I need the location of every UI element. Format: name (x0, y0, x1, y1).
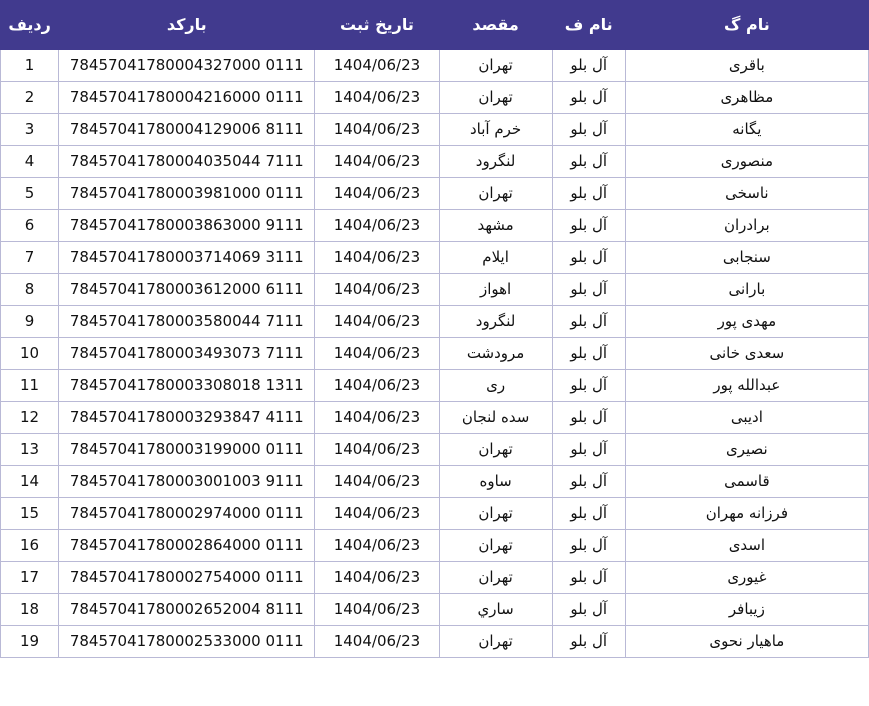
cell-barcode: 78457041780002533000 0111 (59, 626, 315, 658)
cell-barcode: 78457041780003612000 6111 (59, 274, 315, 306)
cell-date: 1404/06/23 (315, 434, 439, 466)
column-header-destination: مقصد (439, 1, 552, 50)
cell-barcode: 78457041780003714069 3111 (59, 242, 315, 274)
table-row (1, 178, 869, 210)
cell-name-g: بارانی (625, 274, 868, 306)
cell-name-f: آل بلو (552, 82, 625, 114)
cell-name-g: سنجابی (625, 242, 868, 274)
table-row (1, 338, 869, 370)
cell-name-f: آل بلو (552, 242, 625, 274)
cell-date: 1404/06/23 (315, 338, 439, 370)
cell-date: 1404/06/23 (315, 242, 439, 274)
cell-name-f: آل بلو (552, 50, 625, 82)
cell-name-f: آل بلو (552, 594, 625, 626)
cell-destination: تهران (439, 434, 552, 466)
cell-date: 1404/06/23 (315, 402, 439, 434)
cell-destination: ساري (439, 594, 552, 626)
table-row (1, 370, 869, 402)
cell-barcode: 78457041780002754000 0111 (59, 562, 315, 594)
cell-name-g: غیوری (625, 562, 868, 594)
cell-name-f: آل بلو (552, 210, 625, 242)
cell-name-f: آل بلو (552, 114, 625, 146)
cell-date: 1404/06/23 (315, 626, 439, 658)
cell-name-g: یگانه (625, 114, 868, 146)
cell-date: 1404/06/23 (315, 498, 439, 530)
table-row (1, 594, 869, 626)
cell-row-number: 12 (1, 402, 59, 434)
cell-barcode: 78457041780003981000 0111 (59, 178, 315, 210)
cell-destination: لنگرود (439, 146, 552, 178)
cell-name-f: آل بلو (552, 434, 625, 466)
cell-destination: اهواز (439, 274, 552, 306)
cell-row-number: 9 (1, 306, 59, 338)
cell-name-f: آل بلو (552, 370, 625, 402)
cell-name-g: نصیری (625, 434, 868, 466)
cell-row-number: 1 (1, 50, 59, 82)
cell-date: 1404/06/23 (315, 306, 439, 338)
cell-destination: تهران (439, 562, 552, 594)
cell-destination: لنگرود (439, 306, 552, 338)
column-header-row: ردیف (1, 1, 59, 50)
cell-name-g: مهدی پور (625, 306, 868, 338)
cell-name-f: آل بلو (552, 274, 625, 306)
cell-date: 1404/06/23 (315, 50, 439, 82)
cell-barcode: 78457041780003493073 7111 (59, 338, 315, 370)
cell-destination: تهران (439, 178, 552, 210)
cell-name-f: آل بلو (552, 530, 625, 562)
cell-row-number: 4 (1, 146, 59, 178)
cell-name-f: آل بلو (552, 146, 625, 178)
cell-name-g: زیبافر (625, 594, 868, 626)
cell-row-number: 19 (1, 626, 59, 658)
cell-date: 1404/06/23 (315, 82, 439, 114)
cell-date: 1404/06/23 (315, 594, 439, 626)
cell-row-number: 11 (1, 370, 59, 402)
column-header-name-f: نام ف (552, 1, 625, 50)
cell-name-f: آل بلو (552, 466, 625, 498)
cell-date: 1404/06/23 (315, 146, 439, 178)
cell-name-g: باقری (625, 50, 868, 82)
table-row (1, 402, 869, 434)
cell-date: 1404/06/23 (315, 530, 439, 562)
cell-row-number: 5 (1, 178, 59, 210)
cell-row-number: 10 (1, 338, 59, 370)
cell-row-number: 15 (1, 498, 59, 530)
cell-name-f: آل بلو (552, 498, 625, 530)
cell-destination: ساوه (439, 466, 552, 498)
cell-name-g: ماهیار نحوی (625, 626, 868, 658)
cell-barcode: 78457041780003199000 0111 (59, 434, 315, 466)
cell-row-number: 2 (1, 82, 59, 114)
cell-name-f: آل بلو (552, 562, 625, 594)
cell-row-number: 3 (1, 114, 59, 146)
cell-row-number: 18 (1, 594, 59, 626)
table-row (1, 626, 869, 658)
table-header-row (1, 1, 869, 50)
table-row (1, 114, 869, 146)
cell-destination: ری (439, 370, 552, 402)
cell-row-number: 6 (1, 210, 59, 242)
cell-barcode: 78457041780003863000 9111 (59, 210, 315, 242)
table-row (1, 466, 869, 498)
cell-barcode: 78457041780004216000 0111 (59, 82, 315, 114)
cell-destination: سده لنجان (439, 402, 552, 434)
cell-date: 1404/06/23 (315, 178, 439, 210)
cell-date: 1404/06/23 (315, 466, 439, 498)
cell-barcode: 78457041780003308018 1311 (59, 370, 315, 402)
table-row (1, 82, 869, 114)
cell-name-f: آل بلو (552, 178, 625, 210)
cell-row-number: 7 (1, 242, 59, 274)
table-row (1, 242, 869, 274)
cell-barcode: 78457041780004327000 0111 (59, 50, 315, 82)
cell-name-g: سعدی خانی (625, 338, 868, 370)
cell-barcode: 78457041780002864000 0111 (59, 530, 315, 562)
column-header-date: تاریخ ثبت (315, 1, 439, 50)
table-row (1, 50, 869, 82)
cell-destination: مشهد (439, 210, 552, 242)
table-row (1, 434, 869, 466)
table-body (1, 50, 869, 658)
cell-date: 1404/06/23 (315, 210, 439, 242)
cell-barcode: 78457041780003001003 9111 (59, 466, 315, 498)
cell-name-g: فرزانه مهران (625, 498, 868, 530)
cell-barcode: 78457041780003293847 4111 (59, 402, 315, 434)
cell-date: 1404/06/23 (315, 114, 439, 146)
cell-name-g: قاسمی (625, 466, 868, 498)
table-row (1, 146, 869, 178)
cell-barcode: 78457041780002974000 0111 (59, 498, 315, 530)
cell-destination: مرودشت (439, 338, 552, 370)
cell-name-g: ناسخی (625, 178, 868, 210)
cell-row-number: 16 (1, 530, 59, 562)
table-header (1, 1, 869, 50)
cell-barcode: 78457041780004035044 7111 (59, 146, 315, 178)
cell-barcode: 78457041780004129006 8111 (59, 114, 315, 146)
cell-destination: تهران (439, 530, 552, 562)
cell-name-f: آل بلو (552, 338, 625, 370)
cell-name-g: برادران (625, 210, 868, 242)
cell-row-number: 8 (1, 274, 59, 306)
table-row (1, 498, 869, 530)
cell-name-g: منصوری (625, 146, 868, 178)
cell-name-f: آل بلو (552, 402, 625, 434)
table-row (1, 562, 869, 594)
column-header-name-g: نام گ (625, 1, 868, 50)
cell-destination: خرم آباد (439, 114, 552, 146)
cell-name-f: آل بلو (552, 626, 625, 658)
table-row (1, 530, 869, 562)
cell-destination: تهران (439, 498, 552, 530)
cell-name-g: مظاهری (625, 82, 868, 114)
cell-row-number: 17 (1, 562, 59, 594)
cell-name-g: عبدالله پور (625, 370, 868, 402)
cell-destination: تهران (439, 50, 552, 82)
table-row (1, 306, 869, 338)
table-row (1, 210, 869, 242)
cell-name-g: اسدی (625, 530, 868, 562)
table-row (1, 274, 869, 306)
cell-barcode: 78457041780003580044 7111 (59, 306, 315, 338)
cell-destination: تهران (439, 82, 552, 114)
cell-row-number: 13 (1, 434, 59, 466)
cell-date: 1404/06/23 (315, 274, 439, 306)
cell-row-number: 14 (1, 466, 59, 498)
cell-destination: تهران (439, 626, 552, 658)
cell-name-f: آل بلو (552, 306, 625, 338)
cell-date: 1404/06/23 (315, 370, 439, 402)
cell-destination: ایلام (439, 242, 552, 274)
cell-date: 1404/06/23 (315, 562, 439, 594)
cell-name-g: ادیبی (625, 402, 868, 434)
cell-barcode: 78457041780002652004 8111 (59, 594, 315, 626)
column-header-barcode: بارکد (59, 1, 315, 50)
